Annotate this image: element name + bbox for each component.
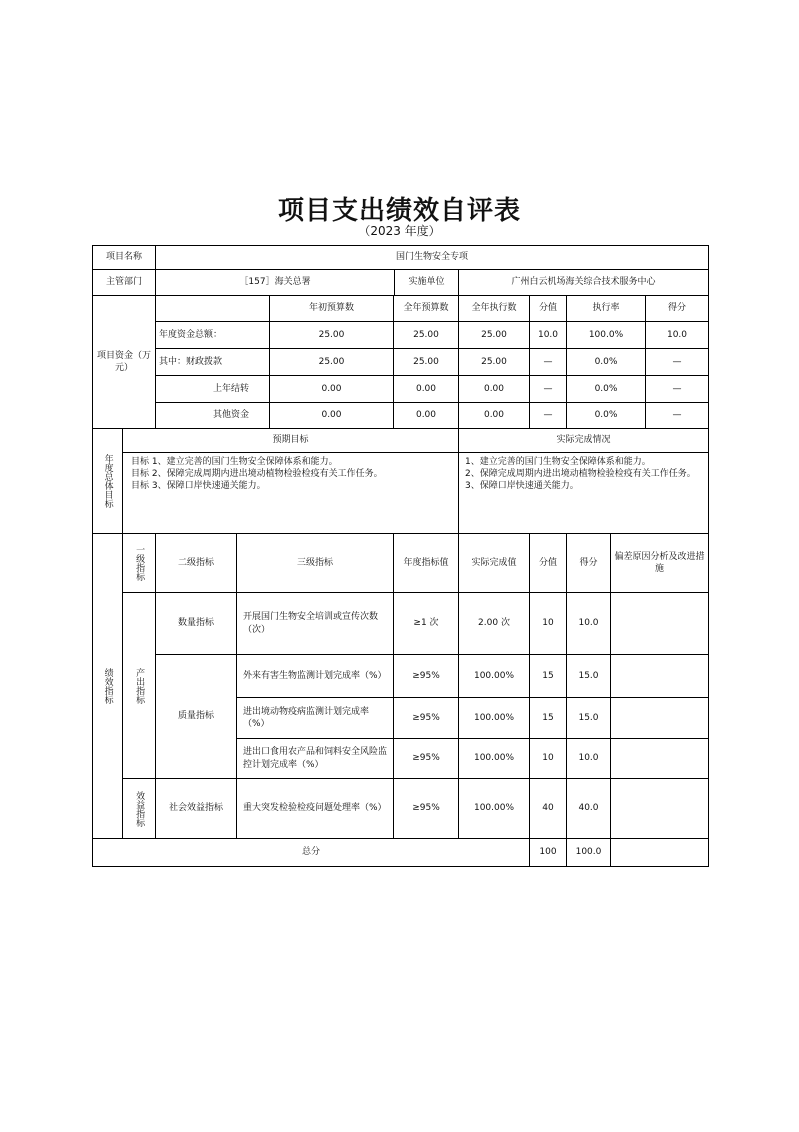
ind-row-score: 15.0: [566, 654, 611, 698]
impl-label: 实施单位: [394, 269, 459, 296]
ind-row-target: ≥95%: [393, 654, 459, 698]
funds-header-col: 全年执行数: [458, 295, 530, 322]
funds-cell: 100.0%: [566, 321, 646, 349]
ind-row-target: ≥95%: [393, 738, 459, 779]
funds-header-col: 得分: [645, 295, 709, 322]
funds-cell: —: [529, 402, 567, 429]
project-name-label: 项目名称: [92, 245, 156, 270]
funds-cell: 25.00: [269, 321, 394, 349]
funds-cell: 25.00: [458, 348, 530, 376]
dept-value: ［157］海关总署: [155, 269, 395, 296]
funds-cell: 25.00: [269, 348, 394, 376]
funds-cell: 0.00: [393, 375, 459, 403]
ind-quality-label: 质量指标: [155, 654, 237, 779]
ind-row-value: 15: [529, 697, 567, 739]
goals-label: 年度总体目标: [92, 428, 123, 534]
ind-row-name: 进出境动物疫病监测计划完成率（%）: [236, 697, 394, 739]
funds-cell: —: [645, 402, 709, 429]
ind-row-deviation: [610, 592, 709, 655]
funds-header-blank: [155, 295, 270, 322]
funds-cell: 0.0%: [566, 375, 646, 403]
dept-label: 主管部门: [92, 269, 156, 296]
ind-row-actual: 100.00%: [458, 778, 530, 839]
ind-row-name: 进出口食用农产品和饲料安全风险监控计划完成率（%）: [236, 738, 394, 779]
total-value: 100: [529, 838, 567, 867]
total-label: 总分: [92, 838, 530, 867]
ind-row-name: 外来有害生物监测计划完成率（%）: [236, 654, 394, 698]
ind-social-label: 社会效益指标: [155, 778, 237, 839]
ind-row-deviation: [610, 654, 709, 698]
ind-row-name: 重大突发检验检疫问题处理率（%）: [236, 778, 394, 839]
funds-cell: —: [645, 375, 709, 403]
goals-actual-text: [458, 452, 709, 534]
project-name-value: 国门生物安全专项: [155, 245, 709, 270]
ind-row-score: 40.0: [566, 778, 611, 839]
funds-cell: 0.00: [458, 402, 530, 429]
ind-row-value: 15: [529, 654, 567, 698]
ind-row-value: 10: [529, 592, 567, 655]
funds-cell: 0.00: [458, 375, 530, 403]
funds-cell: —: [529, 375, 567, 403]
ind-row-name: 开展国门生物安全培训或宣传次数（次）: [236, 592, 394, 655]
goal-expected-line: 目标 1、建立完善的国门生物安全保障体系和能力。: [131, 457, 338, 467]
funds-cell: 0.00: [269, 402, 394, 429]
page-title: 项目支出绩效自评表: [277, 196, 521, 226]
funds-header-col: 全年预算数: [393, 295, 459, 322]
ind-header-level3: 三级指标: [236, 533, 394, 593]
ind-header-deviation: 偏差原因分析及改进措施: [610, 533, 709, 593]
ind-header-value: 分值: [529, 533, 567, 593]
funds-row-label: 其中：财政拨款: [155, 348, 270, 376]
funds-cell: 0.0%: [566, 348, 646, 376]
goal-actual-line: 3、保障口岸快速通关能力。: [465, 481, 579, 492]
ind-header-target: 年度指标值: [393, 533, 459, 593]
funds-header-col: 分值: [529, 295, 567, 322]
funds-cell: 0.00: [393, 402, 459, 429]
funds-row-label: 上年结转: [155, 375, 270, 403]
funds-cell: 0.0%: [566, 402, 646, 429]
total-score: 100.0: [566, 838, 611, 867]
indicators-label: 绩效指标: [92, 533, 123, 839]
goal-expected-line: 目标 3、保障口岸快速通关能力。: [131, 481, 266, 492]
goal-expected-line: 目标 2、保障完成周期内进出境动植物检验检疫有关工作任务。: [131, 469, 383, 480]
ind-header-actual: 实际完成值: [458, 533, 530, 593]
ind-benefit-label: 效益指标: [122, 778, 156, 839]
ind-row-value: 40: [529, 778, 567, 839]
ind-row-deviation: [610, 697, 709, 739]
ind-row-score: 10.0: [566, 738, 611, 779]
funds-cell: 25.00: [393, 348, 459, 376]
funds-row-label: 其他资金: [155, 402, 270, 429]
ind-row-score: 10.0: [566, 592, 611, 655]
funds-cell: —: [645, 348, 709, 376]
funds-cell: 25.00: [393, 321, 459, 349]
ind-quantity-label: 数量指标: [155, 592, 237, 655]
total-blank: [610, 838, 709, 867]
ind-row-deviation: [610, 778, 709, 839]
page-subtitle: （2023 年度）: [358, 224, 441, 238]
ind-row-target: ≥1 次: [393, 592, 459, 655]
impl-value: 广州白云机场海关综合技术服务中心: [458, 269, 709, 296]
ind-row-target: ≥95%: [393, 778, 459, 839]
funds-row-label: 年度资金总额：: [155, 321, 270, 349]
goal-actual-line: 2、保障完成周期内进出境动植物检验检疫有关工作任务。: [465, 469, 696, 480]
ind-row-deviation: [610, 738, 709, 779]
funds-cell: 25.00: [458, 321, 530, 349]
goals-actual-header: 实际完成情况: [458, 428, 709, 453]
ind-header-level1: 一级指标: [122, 533, 156, 593]
ind-header-score: 得分: [566, 533, 611, 593]
ind-row-score: 15.0: [566, 697, 611, 739]
funds-cell: 0.00: [269, 375, 394, 403]
goal-actual-line: 1、建立完善的国门生物安全保障体系和能力。: [465, 457, 651, 467]
funds-cell: —: [529, 348, 567, 376]
funds-header-col: 年初预算数: [269, 295, 394, 322]
goals-expected-text: [122, 452, 459, 534]
ind-row-actual: 100.00%: [458, 654, 530, 698]
ind-header-level2: 二级指标: [155, 533, 237, 593]
funds-cell: 10.0: [645, 321, 709, 349]
ind-row-target: ≥95%: [393, 697, 459, 739]
ind-row-actual: 2.00 次: [458, 592, 530, 655]
ind-row-actual: 100.00%: [458, 738, 530, 779]
funds-header-col: 执行率: [566, 295, 646, 322]
funds-label: 项目资金（万元）: [92, 295, 156, 429]
goals-expected-header: 预期目标: [122, 428, 459, 453]
ind-row-actual: 100.00%: [458, 697, 530, 739]
funds-cell: 10.0: [529, 321, 567, 349]
ind-row-value: 10: [529, 738, 567, 779]
ind-output-label: 产出指标: [122, 592, 156, 779]
